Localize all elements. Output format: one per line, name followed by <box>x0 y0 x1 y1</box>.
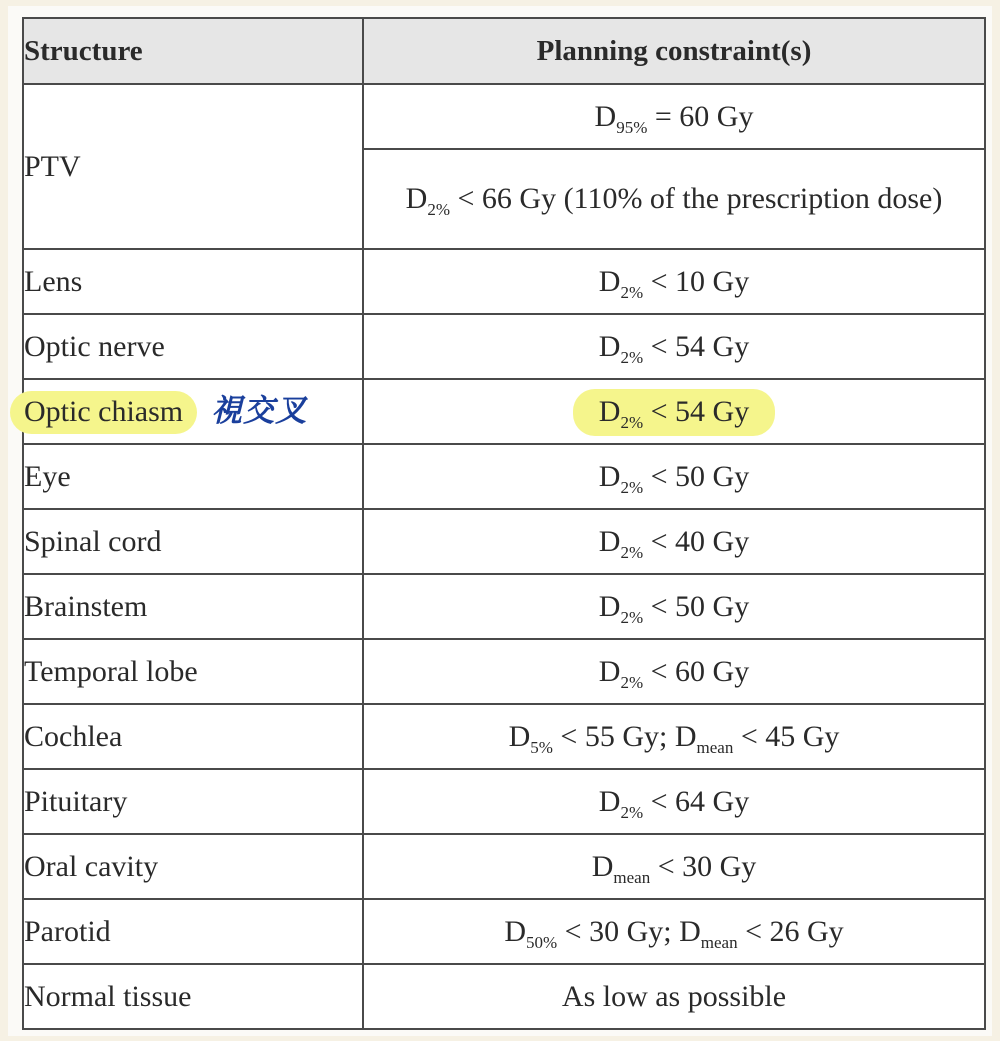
constraint-value-spinal-cord: $D_{2\%} < 40$ Gy <box>598 524 750 562</box>
table-row-optic-chiasm <box>23 379 985 444</box>
structure-cell-optic-nerve <box>23 314 363 379</box>
constraint-value-pituitary: $D_{2\%} < 64$ Gy <box>598 784 750 822</box>
constraint-value-lens-subscript-1: 2% <box>620 282 644 302</box>
constraint-ptv-d2: $D_{2\%} < 66$ Gy (110% of the prescription dose) <box>363 149 985 249</box>
constraint-ptv-d95: $D_{95\%} = 60$ Gy <box>363 84 985 149</box>
constraint-value-optic-nerve-subscript-1: 2% <box>620 347 644 367</box>
constraint-value-parotid-subscript-1: 50% <box>525 932 558 952</box>
structure-cell-oral-cavity <box>23 834 363 899</box>
table-row-eye <box>23 444 985 509</box>
structure-cell-spinal-cord <box>23 509 363 574</box>
table-row-pituitary <box>23 769 985 834</box>
structure-label-eye: Eye <box>24 459 71 493</box>
constraint-value-oral-cavity-subscript-1: mean <box>613 867 651 887</box>
structure-cell-lens <box>23 249 363 314</box>
constraint-value-brainstem-subscript-1: 2% <box>620 607 644 627</box>
structure-cell-brainstem <box>23 574 363 639</box>
constraint-ptv-d2-subscript-1: 2% <box>427 200 450 219</box>
constraint-cell-eye <box>363 444 985 509</box>
structure-cell-eye <box>23 444 363 509</box>
constraint-cell-cochlea <box>363 704 985 769</box>
table-row-optic-nerve <box>23 314 985 379</box>
table-header-row <box>23 18 985 84</box>
table-body <box>23 84 985 1029</box>
structure-label-brainstem: Brainstem <box>24 589 148 623</box>
structure-label-temporal-lobe: Temporal lobe <box>24 654 198 688</box>
constraint-cell-pituitary <box>363 769 985 834</box>
header-structure: Structure <box>23 18 363 84</box>
structure-label-spinal-cord: Spinal cord <box>24 524 162 558</box>
structure-cell-normal-tissue <box>23 964 363 1029</box>
table-row-oral-cavity <box>23 834 985 899</box>
constraint-cell-spinal-cord <box>363 509 985 574</box>
table-row-cochlea <box>23 704 985 769</box>
table-row-brainstem <box>23 574 985 639</box>
constraint-cell-optic-nerve <box>363 314 985 379</box>
table-row-lens <box>23 249 985 314</box>
table-row-parotid <box>23 899 985 964</box>
table-row-temporal-lobe <box>23 639 985 704</box>
constraint-value-cochlea-subscript-1: 5% <box>530 737 553 757</box>
constraint-value-spinal-cord-subscript-1: 2% <box>620 542 644 562</box>
table-row-ptv-1 <box>23 84 985 149</box>
structure-ptv: PTV <box>23 84 363 249</box>
planning-constraints-table <box>22 17 986 1030</box>
constraint-value-cochlea: $D_{5\%} < 55$ Gy; $D_{mean} < 45$ Gy <box>508 719 840 757</box>
constraint-cell-brainstem <box>363 574 985 639</box>
constraint-value-optic-chiasm: $D_{2\%} < 54$ Gy <box>573 389 775 436</box>
constraint-value-parotid: $D_{50\%} < 30$ Gy; $D_{mean} < 26$ Gy <box>504 914 844 952</box>
constraint-value-brainstem: $D_{2\%} < 50$ Gy <box>598 589 750 627</box>
structure-label-parotid: Parotid <box>24 914 111 948</box>
constraint-ptv-d95-subscript-1: 95% <box>616 117 648 137</box>
structure-label-oral-cavity: Oral cavity <box>24 849 159 883</box>
constraint-cell-normal-tissue <box>363 964 985 1029</box>
constraint-cell-oral-cavity <box>363 834 985 899</box>
structure-cell-temporal-lobe <box>23 639 363 704</box>
constraint-value-temporal-lobe-subscript-1: 2% <box>620 672 644 692</box>
structure-label-cochlea: Cochlea <box>24 719 123 753</box>
constraint-cell-parotid <box>363 899 985 964</box>
structure-label-normal-tissue: Normal tissue <box>24 979 192 1013</box>
structure-cell-parotid <box>23 899 363 964</box>
structure-label-lens: Lens <box>24 264 83 298</box>
structure-cell-pituitary <box>23 769 363 834</box>
structure-cell-optic-chiasm <box>23 379 363 444</box>
constraint-value-parotid-subscript-3: mean <box>700 932 738 952</box>
constraint-value-lens: $D_{2\%} < 10$ Gy <box>598 264 750 302</box>
constraint-value-eye-subscript-1: 2% <box>620 477 644 497</box>
structure-cell-cochlea <box>23 704 363 769</box>
constraint-value-oral-cavity: $D_{mean} < 30$ Gy <box>591 849 757 887</box>
constraint-value-normal-tissue: As low as possible <box>561 979 787 1013</box>
structure-label-optic-nerve: Optic nerve <box>24 329 165 363</box>
constraint-cell-optic-chiasm <box>363 379 985 444</box>
constraint-value-temporal-lobe: $D_{2\%} < 60$ Gy <box>598 654 750 692</box>
handwritten-annotation: 視交叉 <box>211 393 308 429</box>
constraint-value-cochlea-subscript-3: mean <box>696 737 734 757</box>
constraint-cell-lens <box>363 249 985 314</box>
constraint-value-eye: $D_{2\%} < 50$ Gy <box>598 459 750 497</box>
structure-label-optic-chiasm: Optic chiasm <box>10 391 197 434</box>
constraint-value-pituitary-subscript-1: 2% <box>620 802 644 822</box>
constraint-value-optic-nerve: $D_{2\%} < 54$ Gy <box>598 329 750 367</box>
header-planning-constraints: Planning constraint(s) <box>363 18 985 84</box>
constraint-value-optic-chiasm-subscript-1: 2% <box>620 412 644 432</box>
table-row-normal-tissue <box>23 964 985 1029</box>
constraint-cell-temporal-lobe <box>363 639 985 704</box>
table-row-spinal-cord <box>23 509 985 574</box>
structure-label-pituitary: Pituitary <box>24 784 128 818</box>
